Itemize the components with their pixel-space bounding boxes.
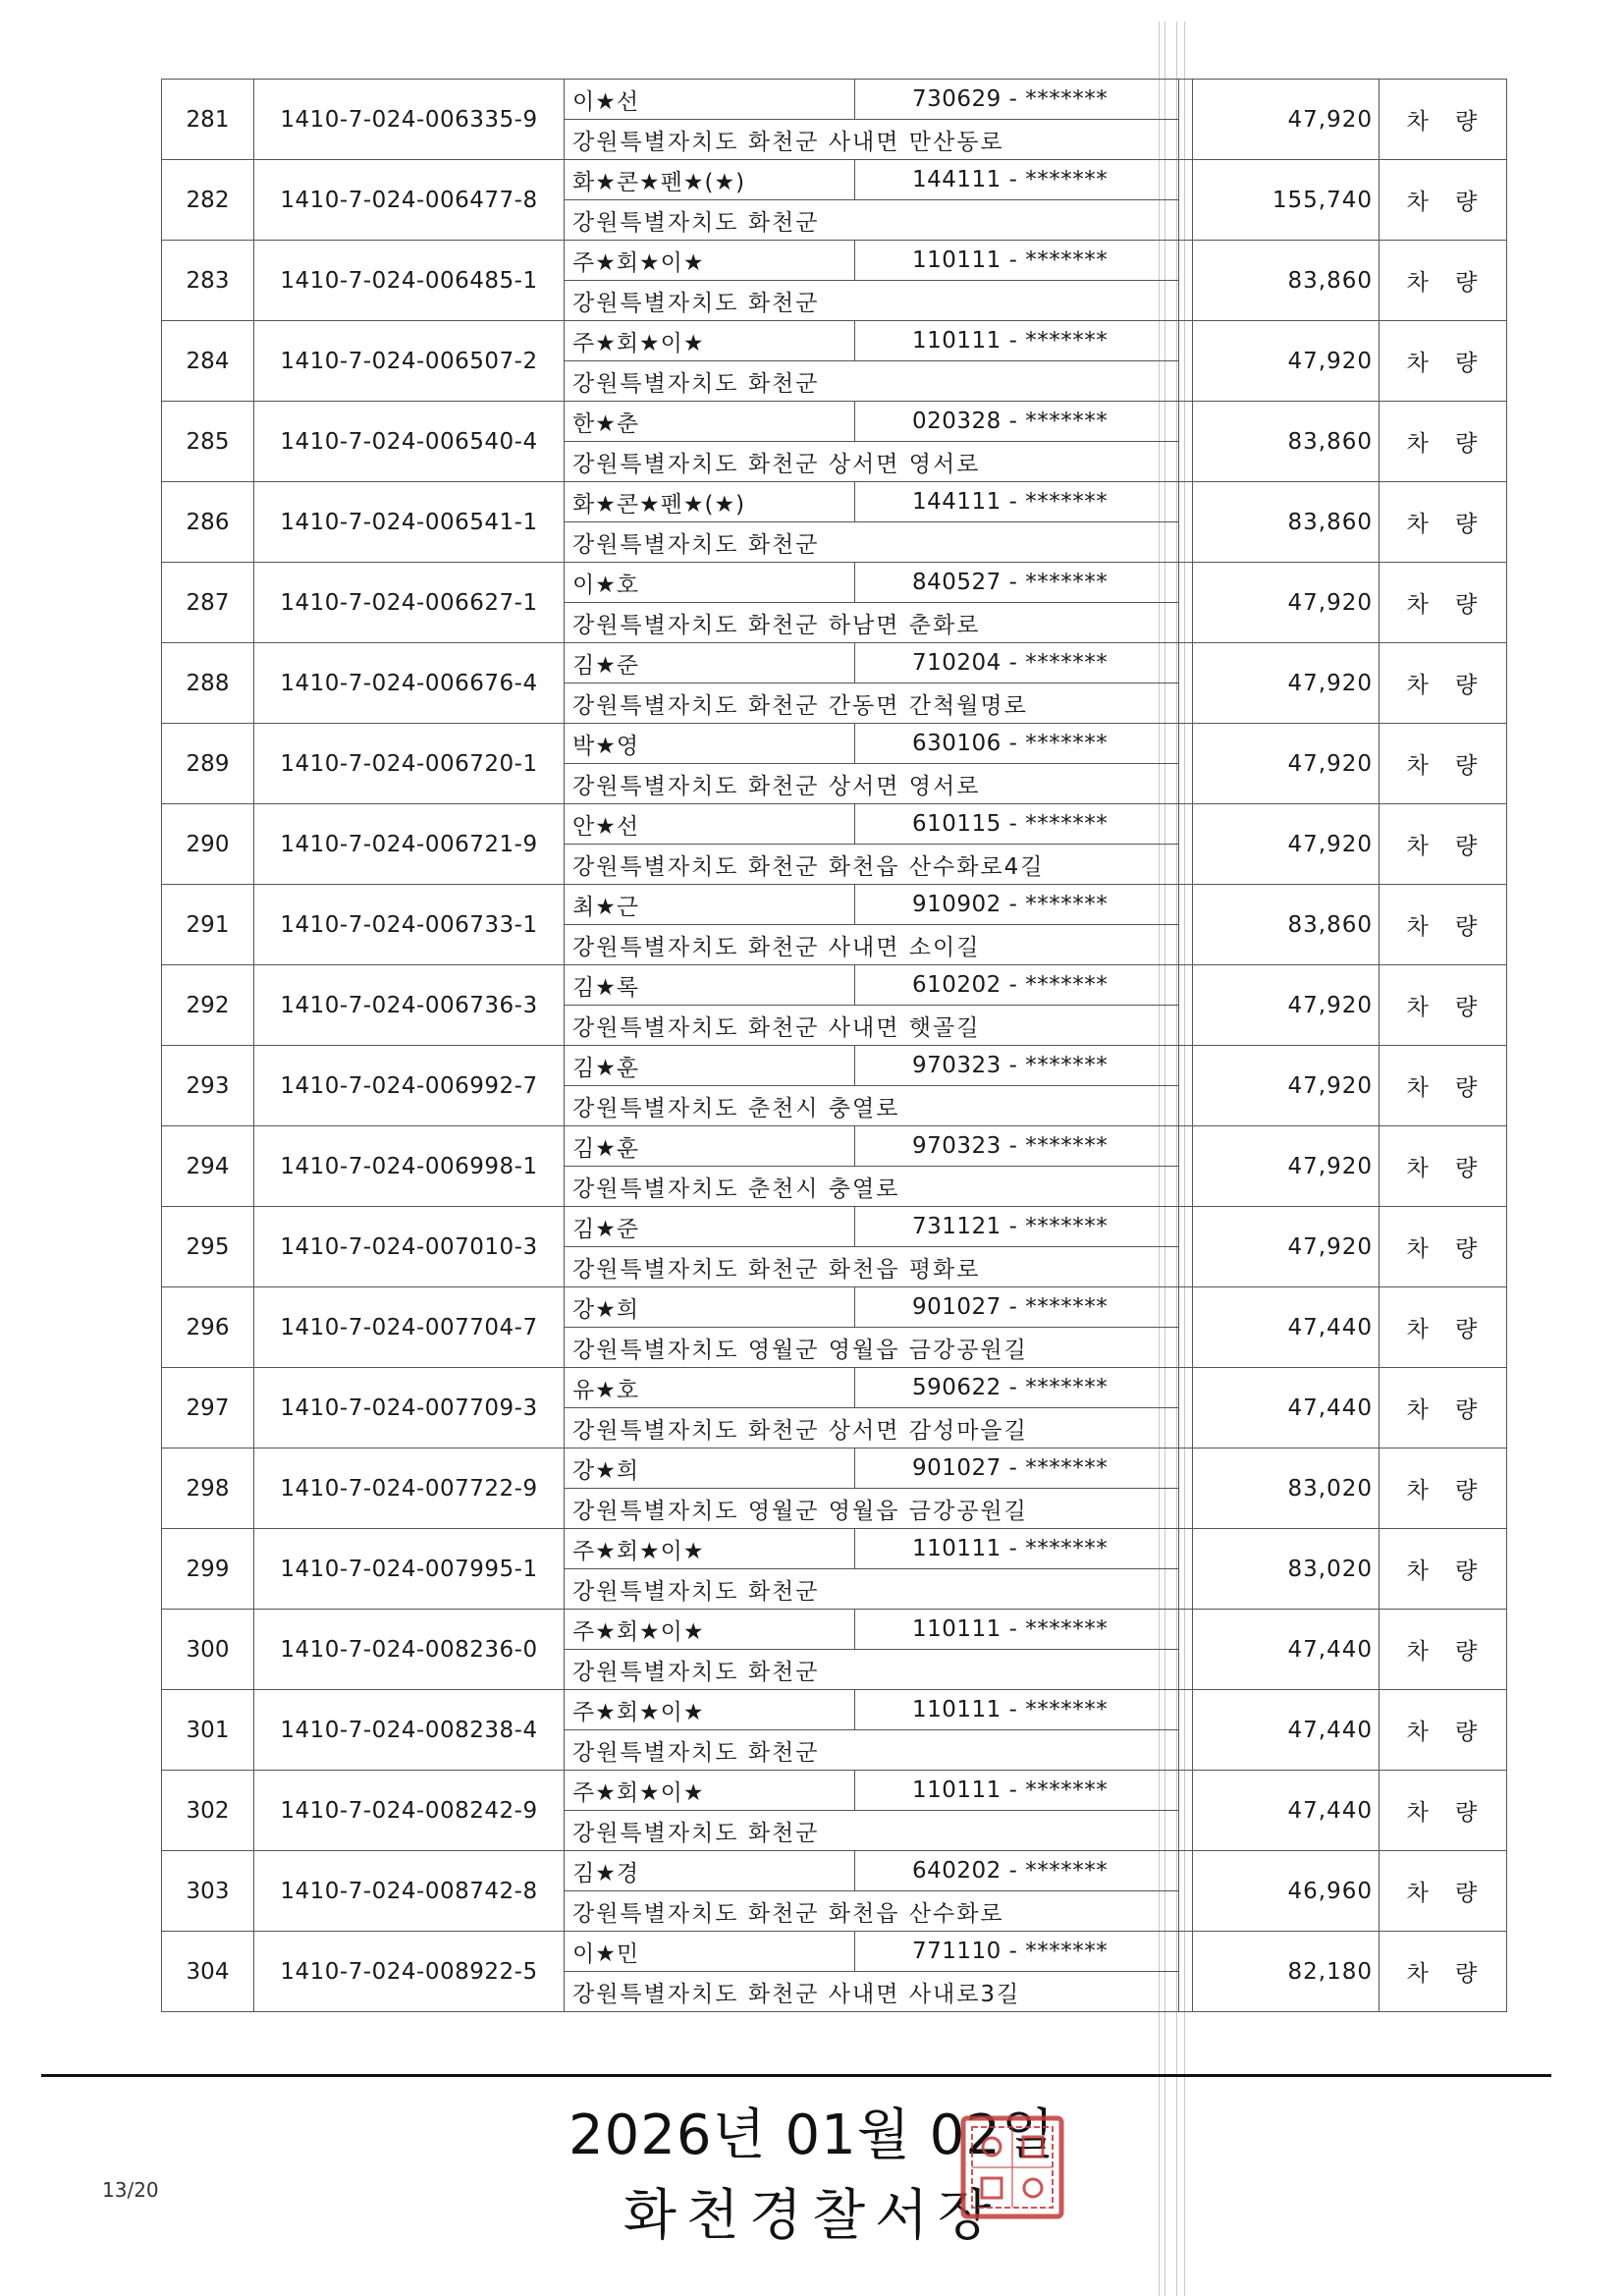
table-row xyxy=(162,1207,1507,1247)
amount: 83,860 xyxy=(1193,482,1380,563)
spacer-cell xyxy=(1179,1932,1193,2012)
owner-name: 주★회★이★ xyxy=(565,241,855,281)
owner-name: 강★희 xyxy=(565,1287,855,1328)
owner-address: 강원특별자치도 화천군 상서면 영서로 xyxy=(565,764,1179,804)
table-row xyxy=(162,1126,1507,1167)
table-row xyxy=(162,643,1507,683)
asset-type: 차 량 xyxy=(1380,1771,1507,1851)
amount: 82,180 xyxy=(1193,1932,1380,2012)
account-number: 1410-7-024-007709-3 xyxy=(254,1368,565,1449)
table-row xyxy=(162,1610,1507,1650)
page-number: 13/20 xyxy=(102,2178,159,2202)
amount: 83,020 xyxy=(1193,1449,1380,1529)
owner-name: 이★민 xyxy=(565,1932,855,1972)
asset-type: 차 량 xyxy=(1380,1529,1507,1610)
registration-number: 630106 - ******* xyxy=(855,724,1179,764)
asset-type: 차 량 xyxy=(1380,1932,1507,2012)
amount: 83,860 xyxy=(1193,241,1380,321)
record-number: 293 xyxy=(162,1046,254,1126)
account-number: 1410-7-024-006720-1 xyxy=(254,724,565,804)
table-row xyxy=(162,1690,1507,1730)
record-number: 299 xyxy=(162,1529,254,1610)
registration-number: 970323 - ******* xyxy=(855,1126,1179,1167)
spacer-cell xyxy=(1179,321,1193,402)
asset-type: 차 량 xyxy=(1380,1690,1507,1771)
owner-name: 김★훈 xyxy=(565,1126,855,1167)
spacer-cell xyxy=(1179,563,1193,643)
table-row xyxy=(162,80,1507,120)
registration-number: 710204 - ******* xyxy=(855,643,1179,683)
registration-number: 730629 - ******* xyxy=(855,80,1179,120)
spacer-cell xyxy=(1179,1287,1193,1368)
account-number: 1410-7-024-006627-1 xyxy=(254,563,565,643)
owner-address: 강원특별자치도 화천군 화천읍 산수화로4길 xyxy=(565,845,1179,885)
owner-address: 강원특별자치도 화천군 xyxy=(565,1730,1179,1771)
owner-address: 강원특별자치도 화천군 화천읍 산수화로 xyxy=(565,1891,1179,1932)
registration-number: 731121 - ******* xyxy=(855,1207,1179,1247)
record-number: 298 xyxy=(162,1449,254,1529)
spacer-cell xyxy=(1179,160,1193,241)
owner-name: 김★경 xyxy=(565,1851,855,1891)
owner-address: 강원특별자치도 화천군 상서면 감성마을길 xyxy=(565,1408,1179,1449)
record-number: 292 xyxy=(162,965,254,1046)
owner-address: 강원특별자치도 화천군 xyxy=(565,200,1179,241)
owner-address: 강원특별자치도 화천군 사내면 햇골길 xyxy=(565,1006,1179,1046)
spacer-cell xyxy=(1179,1690,1193,1771)
spacer-cell xyxy=(1179,965,1193,1046)
account-number: 1410-7-024-006540-4 xyxy=(254,402,565,482)
amount: 47,920 xyxy=(1193,1126,1380,1207)
table-row xyxy=(162,402,1507,442)
asset-type: 차 량 xyxy=(1380,1046,1507,1126)
account-number: 1410-7-024-008742-8 xyxy=(254,1851,565,1932)
owner-address: 강원특별자치도 화천군 xyxy=(565,1650,1179,1690)
table-row xyxy=(162,160,1507,200)
amount: 83,860 xyxy=(1193,885,1380,965)
amount: 47,920 xyxy=(1193,643,1380,724)
table-row xyxy=(162,804,1507,845)
account-number: 1410-7-024-007704-7 xyxy=(254,1287,565,1368)
registration-number: 144111 - ******* xyxy=(855,482,1179,522)
registration-number: 110111 - ******* xyxy=(855,321,1179,361)
account-number: 1410-7-024-007010-3 xyxy=(254,1207,565,1287)
asset-type: 차 량 xyxy=(1380,241,1507,321)
asset-type: 차 량 xyxy=(1380,1368,1507,1449)
owner-address: 강원특별자치도 화천군 사내면 만산동로 xyxy=(565,120,1179,160)
table-row xyxy=(162,1771,1507,1811)
spacer-cell xyxy=(1179,804,1193,885)
amount: 47,920 xyxy=(1193,1046,1380,1126)
amount: 47,440 xyxy=(1193,1287,1380,1368)
owner-address: 강원특별자치도 영월군 영월읍 금강공원길 xyxy=(565,1489,1179,1529)
amount: 47,920 xyxy=(1193,80,1380,160)
owner-name: 이★호 xyxy=(565,563,855,603)
registration-number: 110111 - ******* xyxy=(855,1610,1179,1650)
owner-name: 김★준 xyxy=(565,1207,855,1247)
amount: 47,920 xyxy=(1193,563,1380,643)
issue-date: 2026년 01월 02일 xyxy=(568,2104,1056,2167)
record-number: 304 xyxy=(162,1932,254,2012)
spacer-cell xyxy=(1179,482,1193,563)
account-number: 1410-7-024-006485-1 xyxy=(254,241,565,321)
registration-number: 020328 - ******* xyxy=(855,402,1179,442)
record-number: 286 xyxy=(162,482,254,563)
registration-number: 970323 - ******* xyxy=(855,1046,1179,1086)
owner-name: 주★회★이★ xyxy=(565,1690,855,1730)
amount: 47,920 xyxy=(1193,724,1380,804)
amount: 47,920 xyxy=(1193,321,1380,402)
owner-name: 이★선 xyxy=(565,80,855,120)
account-number: 1410-7-024-006998-1 xyxy=(254,1126,565,1207)
spacer-cell xyxy=(1179,885,1193,965)
record-number: 300 xyxy=(162,1610,254,1690)
table-row xyxy=(162,724,1507,764)
table-row xyxy=(162,563,1507,603)
owner-address: 강원특별자치도 화천군 하남면 춘화로 xyxy=(565,603,1179,643)
registration-number: 840527 - ******* xyxy=(855,563,1179,603)
amount: 47,440 xyxy=(1193,1771,1380,1851)
amount: 46,960 xyxy=(1193,1851,1380,1932)
owner-name: 주★회★이★ xyxy=(565,321,855,361)
record-number: 295 xyxy=(162,1207,254,1287)
asset-type: 차 량 xyxy=(1380,1610,1507,1690)
record-number: 288 xyxy=(162,643,254,724)
amount: 47,440 xyxy=(1193,1368,1380,1449)
record-number: 296 xyxy=(162,1287,254,1368)
asset-type: 차 량 xyxy=(1380,965,1507,1046)
table-row xyxy=(162,885,1507,925)
table-row xyxy=(162,241,1507,281)
account-number: 1410-7-024-006477-8 xyxy=(254,160,565,241)
table-row xyxy=(162,1932,1507,1972)
owner-name: 박★영 xyxy=(565,724,855,764)
account-number: 1410-7-024-008238-4 xyxy=(254,1690,565,1771)
official-seal-icon xyxy=(958,2113,1066,2221)
owner-name: 주★회★이★ xyxy=(565,1771,855,1811)
owner-address: 강원특별자치도 화천군 간동면 간척월명로 xyxy=(565,683,1179,724)
asset-type: 차 량 xyxy=(1380,804,1507,885)
amount: 47,440 xyxy=(1193,1690,1380,1771)
owner-address: 강원특별자치도 춘천시 충열로 xyxy=(565,1167,1179,1207)
account-number: 1410-7-024-006676-4 xyxy=(254,643,565,724)
owner-name: 화★콘★펜★(★) xyxy=(565,160,855,200)
amount: 47,440 xyxy=(1193,1610,1380,1690)
owner-name: 주★회★이★ xyxy=(565,1610,855,1650)
registration-number: 901027 - ******* xyxy=(855,1449,1179,1489)
record-number: 289 xyxy=(162,724,254,804)
asset-type: 차 량 xyxy=(1380,724,1507,804)
account-number: 1410-7-024-006992-7 xyxy=(254,1046,565,1126)
table-row xyxy=(162,1287,1507,1328)
registration-number: 110111 - ******* xyxy=(855,1690,1179,1730)
office-name: 화천경찰서장 xyxy=(623,2184,1001,2248)
owner-name: 김★록 xyxy=(565,965,855,1006)
owner-name: 화★콘★펜★(★) xyxy=(565,482,855,522)
owner-name: 김★준 xyxy=(565,643,855,683)
amount: 83,020 xyxy=(1193,1529,1380,1610)
asset-type: 차 량 xyxy=(1380,1449,1507,1529)
owner-name: 주★회★이★ xyxy=(565,1529,855,1569)
spacer-cell xyxy=(1179,1529,1193,1610)
spacer-cell xyxy=(1179,1126,1193,1207)
registration-number: 901027 - ******* xyxy=(855,1287,1179,1328)
registration-number: 610202 - ******* xyxy=(855,965,1179,1006)
registration-number: 144111 - ******* xyxy=(855,160,1179,200)
asset-type: 차 량 xyxy=(1380,563,1507,643)
registration-number: 610115 - ******* xyxy=(855,804,1179,845)
table-row xyxy=(162,482,1507,522)
owner-address: 강원특별자치도 화천군 화천읍 평화로 xyxy=(565,1247,1179,1287)
owner-name: 강★희 xyxy=(565,1449,855,1489)
spacer-cell xyxy=(1179,1610,1193,1690)
record-number: 303 xyxy=(162,1851,254,1932)
record-number: 291 xyxy=(162,885,254,965)
owner-name: 안★선 xyxy=(565,804,855,845)
asset-type: 차 량 xyxy=(1380,643,1507,724)
owner-address: 강원특별자치도 화천군 상서면 영서로 xyxy=(565,442,1179,482)
amount: 155,740 xyxy=(1193,160,1380,241)
registration-number: 110111 - ******* xyxy=(855,241,1179,281)
table-row xyxy=(162,321,1507,361)
asset-type: 차 량 xyxy=(1380,1851,1507,1932)
account-number: 1410-7-024-006721-9 xyxy=(254,804,565,885)
asset-type: 차 량 xyxy=(1380,1126,1507,1207)
registration-number: 590622 - ******* xyxy=(855,1368,1179,1408)
spacer-cell xyxy=(1179,643,1193,724)
owner-address: 강원특별자치도 영월군 영월읍 금강공원길 xyxy=(565,1328,1179,1368)
owner-name: 김★훈 xyxy=(565,1046,855,1086)
owner-address: 강원특별자치도 화천군 xyxy=(565,522,1179,563)
record-table xyxy=(161,79,1507,2012)
asset-type: 차 량 xyxy=(1380,885,1507,965)
owner-address: 강원특별자치도 화천군 사내면 사내로3길 xyxy=(565,1972,1179,2012)
registration-number: 771110 - ******* xyxy=(855,1932,1179,1972)
spacer-cell xyxy=(1179,1449,1193,1529)
spacer-cell xyxy=(1179,1207,1193,1287)
owner-address: 강원특별자치도 화천군 사내면 소이길 xyxy=(565,925,1179,965)
spacer-cell xyxy=(1179,241,1193,321)
record-number: 282 xyxy=(162,160,254,241)
account-number: 1410-7-024-008922-5 xyxy=(254,1932,565,2012)
table-row xyxy=(162,1368,1507,1408)
amount: 47,920 xyxy=(1193,965,1380,1046)
registration-number: 910902 - ******* xyxy=(855,885,1179,925)
owner-name: 유★호 xyxy=(565,1368,855,1408)
owner-address: 강원특별자치도 화천군 xyxy=(565,1811,1179,1851)
asset-type: 차 량 xyxy=(1380,80,1507,160)
record-number: 294 xyxy=(162,1126,254,1207)
account-number: 1410-7-024-006507-2 xyxy=(254,321,565,402)
table-row xyxy=(162,1851,1507,1891)
amount: 83,860 xyxy=(1193,402,1380,482)
owner-name: 최★근 xyxy=(565,885,855,925)
owner-name: 한★춘 xyxy=(565,402,855,442)
registration-number: 640202 - ******* xyxy=(855,1851,1179,1891)
record-number: 301 xyxy=(162,1690,254,1771)
account-number: 1410-7-024-007995-1 xyxy=(254,1529,565,1610)
asset-type: 차 량 xyxy=(1380,1207,1507,1287)
table-row xyxy=(162,1529,1507,1569)
account-number: 1410-7-024-006736-3 xyxy=(254,965,565,1046)
account-number: 1410-7-024-006541-1 xyxy=(254,482,565,563)
owner-address: 강원특별자치도 화천군 xyxy=(565,361,1179,402)
account-number: 1410-7-024-007722-9 xyxy=(254,1449,565,1529)
registration-number: 110111 - ******* xyxy=(855,1771,1179,1811)
record-number: 290 xyxy=(162,804,254,885)
asset-type: 차 량 xyxy=(1380,321,1507,402)
owner-address: 강원특별자치도 화천군 xyxy=(565,281,1179,321)
asset-type: 차 량 xyxy=(1380,402,1507,482)
asset-type: 차 량 xyxy=(1380,482,1507,563)
record-number: 283 xyxy=(162,241,254,321)
spacer-cell xyxy=(1179,1851,1193,1932)
record-number: 281 xyxy=(162,80,254,160)
owner-address: 강원특별자치도 화천군 xyxy=(565,1569,1179,1610)
account-number: 1410-7-024-006733-1 xyxy=(254,885,565,965)
account-number: 1410-7-024-006335-9 xyxy=(254,80,565,160)
amount: 47,920 xyxy=(1193,1207,1380,1287)
spacer-cell xyxy=(1179,80,1193,160)
spacer-cell xyxy=(1179,1771,1193,1851)
asset-type: 차 량 xyxy=(1380,1287,1507,1368)
spacer-cell xyxy=(1179,1368,1193,1449)
record-number: 285 xyxy=(162,402,254,482)
asset-type: 차 량 xyxy=(1380,160,1507,241)
table-row xyxy=(162,1046,1507,1086)
table-row xyxy=(162,1449,1507,1489)
bottom-rule xyxy=(41,2074,1551,2077)
record-number: 302 xyxy=(162,1771,254,1851)
registration-number: 110111 - ******* xyxy=(855,1529,1179,1569)
record-number: 297 xyxy=(162,1368,254,1449)
account-number: 1410-7-024-008242-9 xyxy=(254,1771,565,1851)
record-number: 284 xyxy=(162,321,254,402)
spacer-cell xyxy=(1179,402,1193,482)
amount: 47,920 xyxy=(1193,804,1380,885)
spacer-cell xyxy=(1179,724,1193,804)
account-number: 1410-7-024-008236-0 xyxy=(254,1610,565,1690)
spacer-cell xyxy=(1179,1046,1193,1126)
table-row xyxy=(162,965,1507,1006)
record-number: 287 xyxy=(162,563,254,643)
owner-address: 강원특별자치도 춘천시 충열로 xyxy=(565,1086,1179,1126)
